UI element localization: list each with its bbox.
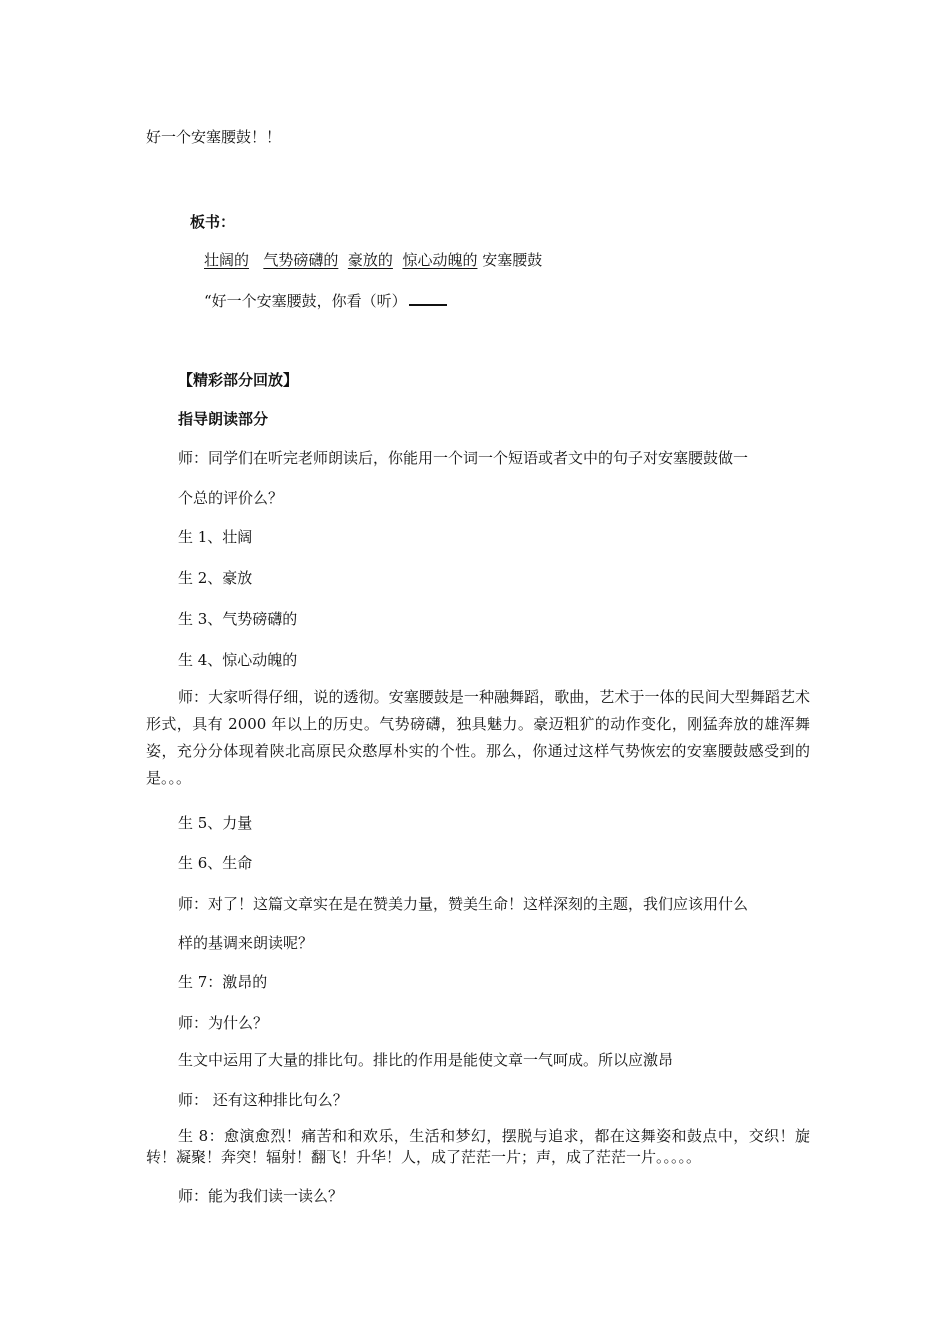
teacher-paragraph: 师：大家听得仔细，说的透彻。安塞腰鼓是一种融舞蹈，歌曲，艺术于一体的民间大型舞蹈艺术形式，具有 2000 年以上的历史。气势磅礴，独具魅力。豪迈粗犷的动作变化，刚猛奔放的雄浑舞姿，充分分体现着陕北高原民众憨厚朴实的个性。那么，你通过这样气势恢宏的安塞腰鼓感受到的是。。。 xyxy=(146,688,810,787)
teacher-line: 师： 还有这种排比句么？ xyxy=(178,1091,348,1109)
board-heading: 板书： xyxy=(190,213,236,231)
teacher-line: 师：同学们在听完老师朗读后，你能用一个词一个短语或者文中的句子对安塞腰鼓做一 xyxy=(178,449,749,467)
teacher-line: 师：为什么？ xyxy=(178,1014,269,1032)
student-paragraph: 生 8：愈演愈烈！痛苦和和欢乐，生活和梦幻，摆脱与追求，都在这舞姿和鼓点中，交织！旋转！凝聚！奔突！辐射！翻飞！升华！人，成了茫茫一片；声，成了茫茫一片。。。。。 xyxy=(146,1127,810,1166)
teacher-line: 个总的评价么？ xyxy=(178,489,284,507)
teacher-line: 师：对了！这篇文章实在是在赞美力量，赞美生命！这样深刻的主题，我们应该用什么 xyxy=(178,895,749,913)
teacher-line: 样的基调来朗读呢？ xyxy=(178,934,314,952)
student-line: 生 4、惊心动魄的 xyxy=(178,651,298,669)
board-adjective: 豪放的 xyxy=(347,251,393,269)
fill-in-blank xyxy=(409,290,447,306)
student-line: 生 1、壮阔 xyxy=(178,528,253,546)
student-line: 生 5、力量 xyxy=(178,814,253,832)
student-line: 生 6、生命 xyxy=(178,854,253,872)
intro-line: 好一个安塞腰鼓！！ xyxy=(146,128,282,146)
section-heading: 【精彩部分回放】 xyxy=(178,371,299,389)
student-line: 生文中运用了大量的排比句。排比的作用是能使文章一气呵成。所以应激昂 xyxy=(178,1051,674,1069)
student-line: 生 2、豪放 xyxy=(178,569,253,587)
board-adjectives-line xyxy=(204,250,542,270)
section-subheading: 指导朗读部分 xyxy=(178,410,269,428)
board-adjective: 气势磅礴的 xyxy=(263,251,339,269)
student-line: 生 3、气势磅礴的 xyxy=(178,610,298,628)
student-line: 生 7：激昂的 xyxy=(178,973,268,991)
teacher-line: 师：能为我们读一读么？ xyxy=(178,1187,344,1205)
board-adjective: 惊心动魄的 xyxy=(402,251,478,269)
board-quote: “好一个安塞腰鼓，你看（听） xyxy=(204,292,407,310)
board-subject: 安塞腰鼓 xyxy=(482,251,543,269)
board-quote-line xyxy=(204,290,447,311)
board-adjective: 壮阔的 xyxy=(204,251,250,269)
